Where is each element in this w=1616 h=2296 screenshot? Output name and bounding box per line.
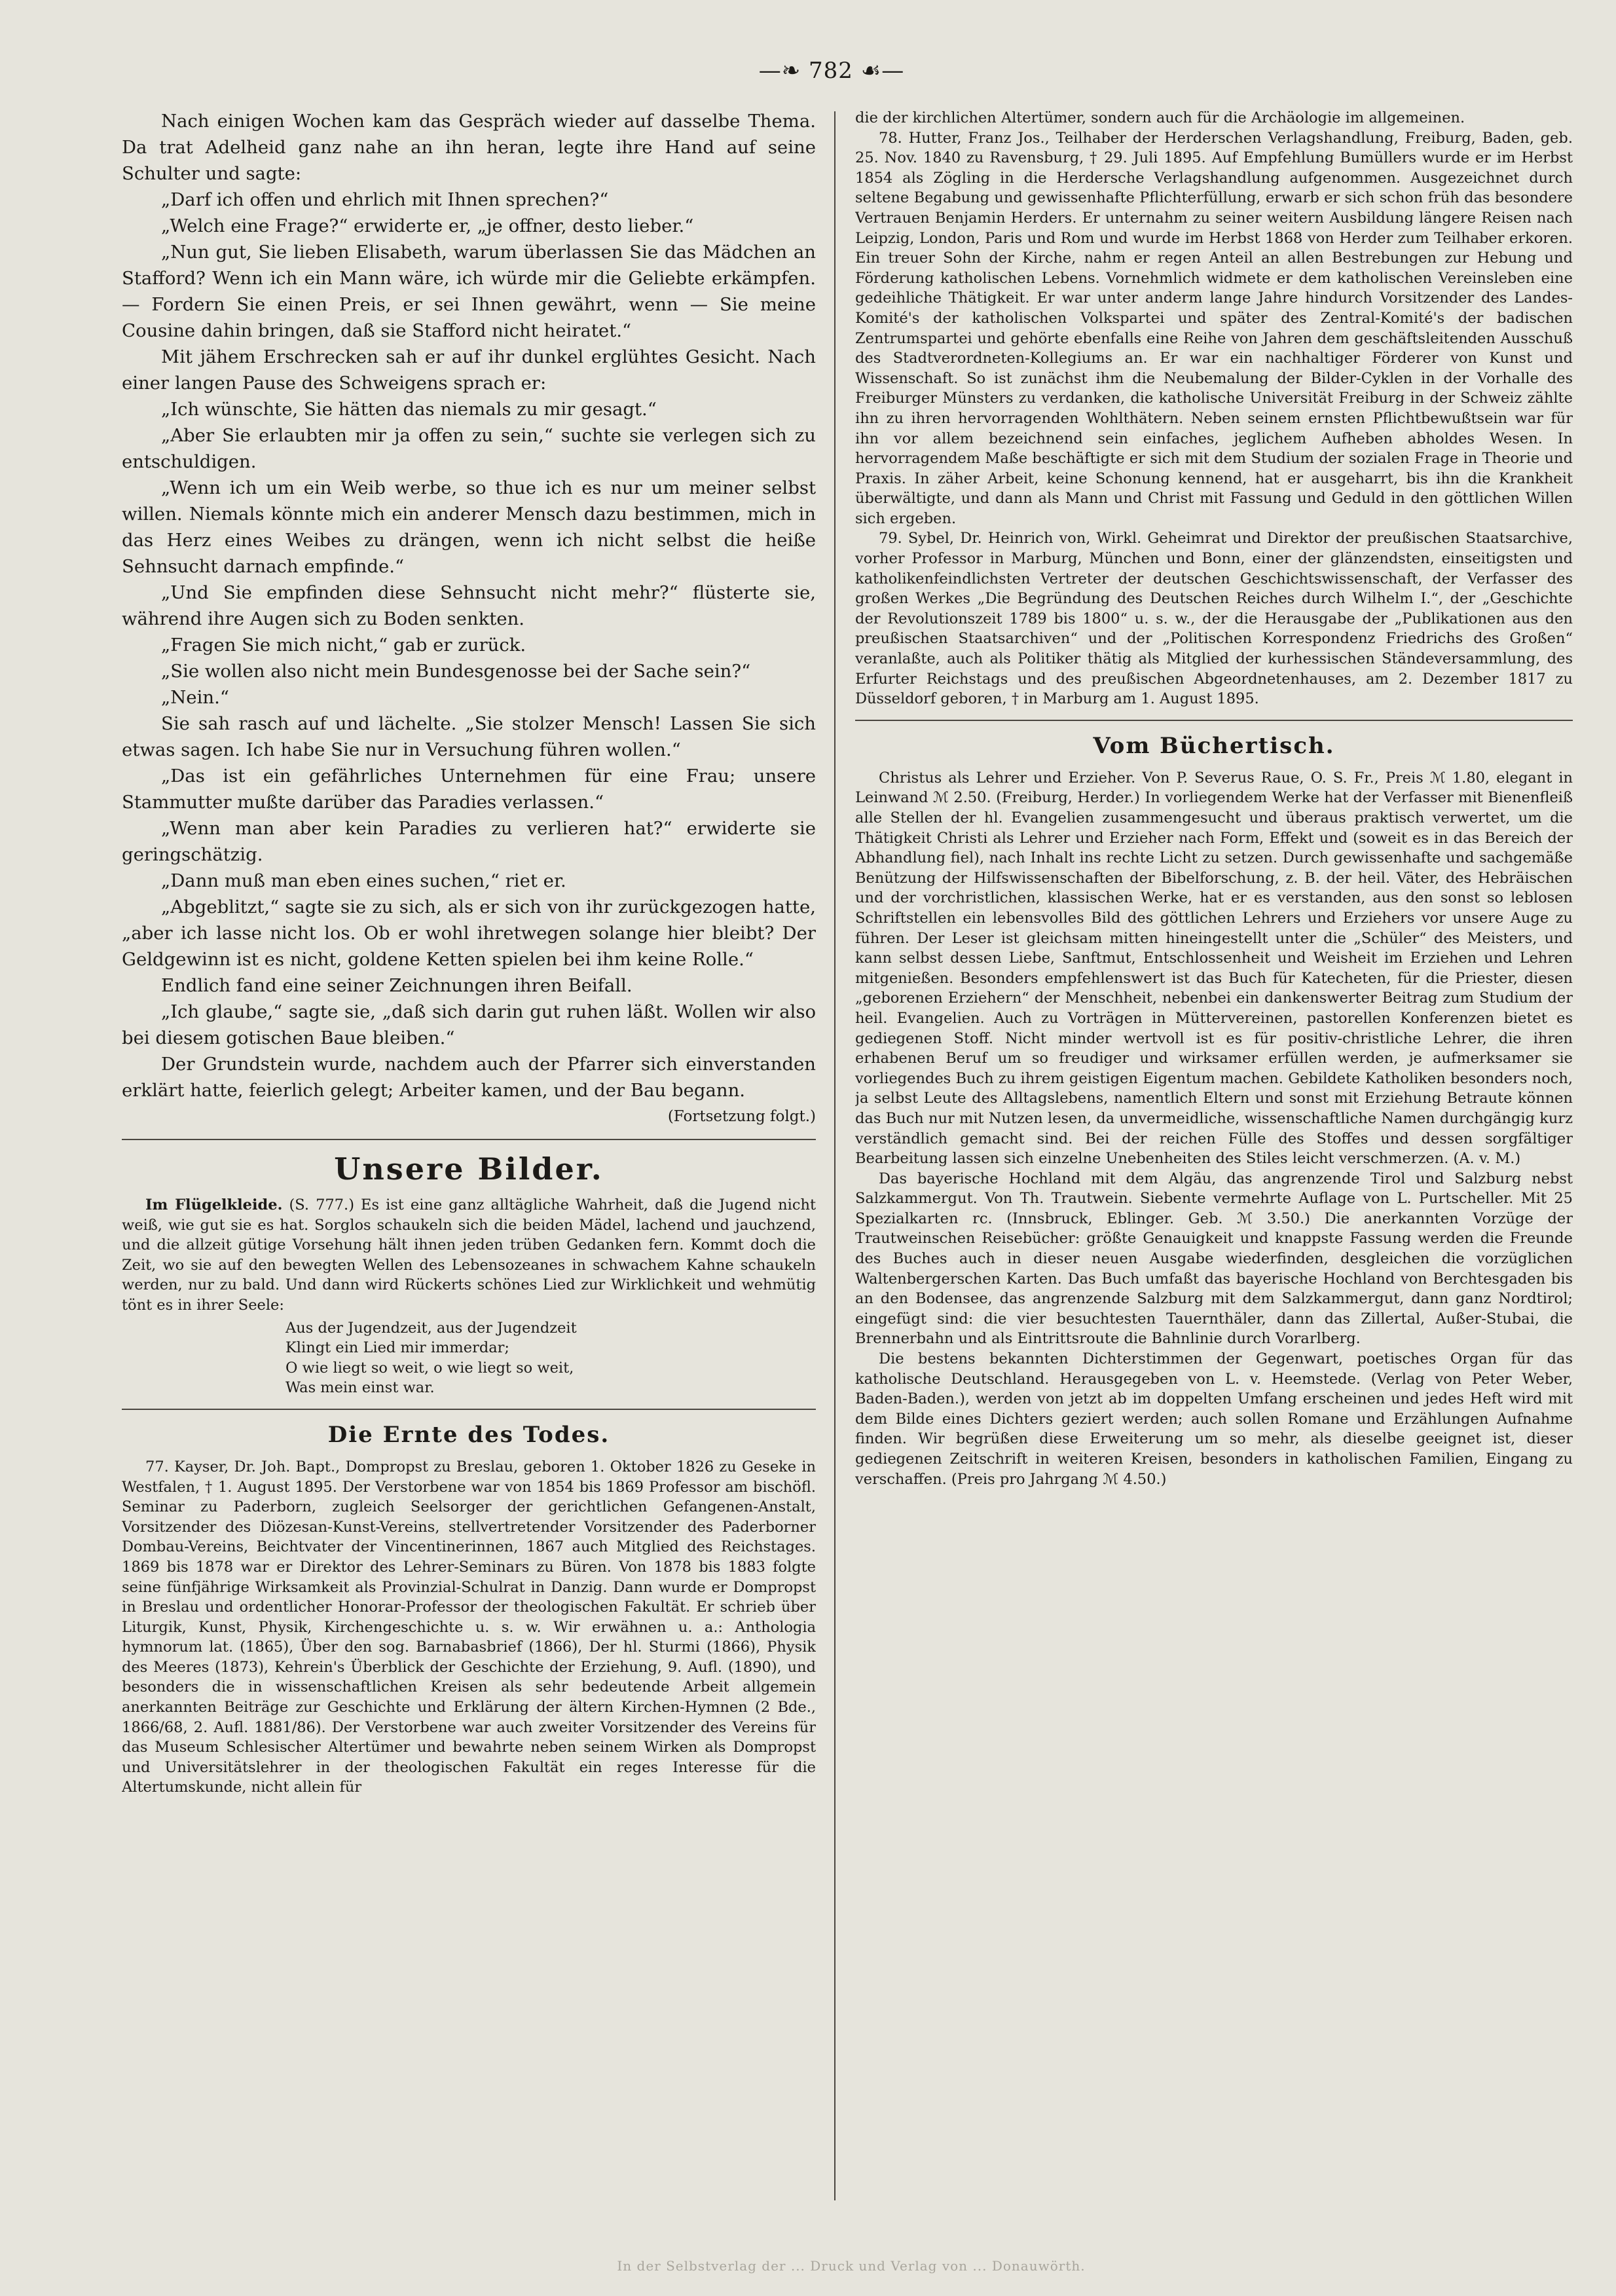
folio-ornament-right: ☙— xyxy=(853,58,905,84)
story-paragraph: „Fragen Sie mich nicht,“ gab er zurück. xyxy=(161,635,526,656)
story-paragraph: „Nein.“ xyxy=(161,687,229,708)
obituary-entry-79: 79. Sybel, Dr. Heinrich von, Wirkl. Geheimrat und Direktor der preußischen Staatsarchive, vorher Professor in Marburg, München und Bonn, einer der glänzendsten, einseitigsten und katholikenfeindlichsten Vertreter der deutschen Geschichtswissenschaft, der Verfasser des großen Werkes „Die Begründung des Deutschen Reiches durch Wilhelm I.“, der „Geschichte der Revolutionszeit 1789 bis 1800“ u. s. w., der die Herausgabe der „Publikationen aus den preußischen Staatsarchiven“ und der „Politischen Korrespondenz Friedrichs des Großen“ veranlaßte, auch als Politiker thätig als Mitglied der kurhessischen Ständeversammlung, des Erfurter Reichstags und des preußischen Abgeordnetenhauses, am 2. Dezember 1817 zu Düsseldorf geboren, † in Marburg am 1. August 1895. xyxy=(855,530,1573,708)
book-review: Christus als Lehrer und Erzieher. Von P. Severus Raue, O. S. Fr., Preis ℳ 1.80, elegant in Leinwand ℳ 2.50. (Freiburg, Herder.) In vorliegendem Werke hat der Verfasser mit Bienenfleiß alle Stellen der hl. Evangelien zusammengesucht und überaus praktisch verwertet, um die Thätigkeit Christi als Lehrer und Erzieher nach Form, Effekt und (soweit es in das Bereich der Abhandlung fiel), nach Inhalt ins rechte Licht zu setzen. Durch gewissenhafte und sachgemäße Benützung der Hilfswissenschaften der Bibelforschung, z. B. der heil. Väter, des Hebräischen und der vorchristlichen, klassischen Werke, hat er es verstanden, aus den sonst so leblosen Schriftstellen ein lebensvolles Bild des göttlichen Lehrers und Erziehers vor unsere Auge zu führen. Der Leser ist gleichsam mitten hineingestellt unter die „Schüler“ des Meisters, und kann selbst dessen Liebe, Sanftmut, Entschlossenheit und Weisheit im Erziehen und Lehren mitgenießen. Besonders empfehlenswert ist das Buch für Katecheten, für die Priester, diesen „geborenen Erziehern“ der Menschheit, nebenbei ein dankenswerter Beitrag zum Studium der heil. Evangelien. Auch zu Vorträgen in Müttervereinen, pastorellen Konferenzen bietet es gediegenen Stoff. Nicht minder wertvoll ist es für positiv-christliche Lehrer, die ihren erhabenen Beruf um so freudiger und wirksamer erfüllen werden, je aufmerksamer sie vorliegendes Buch zu ihrem geistigen Eigentum machen. Gebildete Katholiken besonders noch, ja selbst Leute des Alltagslebens, namentlich Eltern und sonst mit Erziehung Betraute können das Buch nur mit Nutzen lesen, da unvermeidliche, wissenschaftliche Namen durchgängig kurz verständlich gemacht sind. Bei der reichen Fülle des Stoffes und dessen sorgfältiger Bearbeitung lassen sich einzelne Unebenheiten des Stiles leicht verschmerzen. (A. v. M.) xyxy=(855,769,1573,1168)
section-rule xyxy=(855,720,1573,721)
story-paragraph: „Ich wünschte, Sie hätten das niemals zu mir gesagt.“ xyxy=(161,399,657,420)
section-rule xyxy=(122,1139,816,1140)
story-paragraph: Der Grundstein wurde, nachdem auch der Pfarrer sich einverstanden erklärt hatte, feierlich gelegt; Arbeiter kamen, und der Bau begann. xyxy=(122,1054,816,1101)
story-paragraph: „Abgeblitzt,“ sagte sie zu sich, als er sich von ihr zurückgezogen hatte, „aber ich lasse nicht los. Ob er wohl ihretwegen solange hier bleibt? Der Geldgewinn ist es nicht, goldene Ketten spielen bei ihm keine Rolle.“ xyxy=(122,897,816,970)
folio-ornament-left: —❧ xyxy=(758,58,809,84)
serial-story xyxy=(122,108,816,1103)
continued-note: (Fortsetzung folgt.) xyxy=(667,1108,816,1125)
story-paragraph: „Aber Sie erlaubten mir ja offen zu sein,“ suchte sie verlegen sich zu entschuldigen. xyxy=(122,425,816,472)
page-number xyxy=(746,51,917,90)
obituary-section xyxy=(122,1457,816,1798)
poem-quote xyxy=(285,1318,816,1398)
section-heading-unsere-bilder: Unsere Bilder. xyxy=(334,1151,604,1187)
bilder-paragraph xyxy=(122,1195,816,1316)
story-paragraph: „Wenn ich um ein Weib werbe, so thue ich es nur um meiner selbst willen. Niemals könnte mich ein anderer Mensch dazu bestimmen, mich in das Herz eines Weibes zu drängen, wenn ich nicht selbst die heiße Sehnsucht darnach empfinde.“ xyxy=(122,477,816,577)
footer-imprint: In der Selbstverlag der ... Druck und Verlag von ... Donauwörth. xyxy=(617,2258,1086,2274)
story-paragraph: Mit jähem Erschrecken sah er auf ihr dunkel erglühtes Gesicht. Nach einer langen Pause des Schweigens sprach er: xyxy=(122,346,816,394)
book-review: Die bestens bekannten Dichterstimmen der Gegenwart, poetisches Organ für das katholische Deutschland. Herausgegeben von L. v. Heemstede. (Verlag von Peter Weber, Baden-Baden.), werden von jetzt ab im doppelten Umfang erscheinen und jedes Heft wird mit dem Bilde eines Dichters geziert werden; auch sollen Romane und Erzählungen Aufnahme finden. Wir begrüßen diese Erweiterung um so mehr, als dieselbe geeignet ist, dieser gediegenen Zeitschrift in weiteren Kreisen, besonders in katholischen Familien, Eingang zu verschaffen. (Preis pro Jahrgang ℳ 4.50.) xyxy=(855,1350,1573,1488)
story-paragraph: „Dann muß man eben eines suchen,“ riet er. xyxy=(161,870,566,891)
obituary-entry-77: 77. Kayser, Dr. Joh. Bapt., Dompropst zu Breslau, geboren 1. Oktober 1826 zu Geseke in Westfalen, † 1. August 1895. Der Verstorbene war von 1854 bis 1869 Professor am bischöfl. Seminar zu Paderborn, zugleich Seelsorger der gerichtlichen Gefangenen-Anstalt, Vorsitzender des Diözesan-Kunst-Vereins, stellvertretender Vorsitzender des Paderborner Dombau-Vereins, Beichtvater der Vincentinerinnen, 1867 auch Mitglied des Reichstages. 1869 bis 1878 war er Direktor des Lehrer-Seminars zu Büren. Von 1878 bis 1883 folgte seine fünfjährige Wirksamkeit als Provinzial-Schulrat in Danzig. Dann wurde er Dompropst in Breslau und ordentlicher Honorar-Professor der theologischen Fakultät. Er schrieb über Liturgik, Kunst, Physik, Kirchengeschichte u. s. w. Wir erwähnen u. a.: Anthologia hymnorum lat. (1865), Über den sog. Barnabasbrief (1866), Der hl. Sturmi (1866), Physik des Meeres (1873), Kehrein's Überblick der Geschichte der Erziehung, 9. Aufl. (1890), und besonders die in wissenschaftlichen Kreisen als sehr bedeutende Arbeit allgemein anerkannten Beiträge zur Geschichte und Erklärung der ältern Kirchen-Hymnen (2 Bde., 1866/68, 2. Aufl. 1881/86). Der Verstorbene war auch zweiter Vorsitzender des Vereins für das Museum Schlesischer Altertümer und bewahrte neben seinem Wirken als Dompropst und Universitätslehrer in der theologischen Fakultät ein reges Interesse für die Altertumskunde, nicht allein für xyxy=(122,1458,816,1796)
obituary-entry-78: 78. Hutter, Franz Jos., Teilhaber der Herderschen Verlagshandlung, Freiburg, Baden, geb. 25. Nov. 1840 zu Ravensburg, † 29. Juli 1895. Auf Empfehlung Bumüllers wurde er im Herbst 1854 als Zögling in die Herdersche Verlagshandlung aufgenommen. Ausgezeichnet durch seltene Begabung und gewissenhafte Pflichterfüllung, erwarb er sich schon früh das besondere Vertrauen Benjamin Herders. Er unternahm zu seiner weitern Ausbildung längere Reisen nach Leipzig, London, Paris und Rom und wurde im Herbst 1868 von Herder zum Teilhaber erkoren. Ein treuer Sohn der Kirche, nahm er regen Anteil an allen Bestrebungen zur Hebung und Förderung katholischen Lebens. Vornehmlich widmete er dem katholischen Vereinsleben eine gedeihliche Thätigkeit. Er war unter anderm lange Jahre hindurch Vorsitzender des Landes-Komité's der katholischen Volkspartei und später des Zentral-Komité's der badischen Zentrumspartei und gehörte ebenfalls eine Reihe von Jahren dem geschäftsleitenden Ausschuß des Stadtverordneten-Kollegiums an. Er war ein nachhaltiger Förderer von Kunst und Wissenschaft. So ist zunächst ihm die Neubemalung der Bilder-Cyklen in der Vorhalle des Freiburger Münsters zu verdanken, die katholische Universität Freiburg in der Schweiz zählte ihn zu ihren hervorragenden Wohlthätern. Neben seinem ernsten Pflichtbewußtsein war für ihn vor allem bezeichnend sein einfaches, jeglichem Aufheben abholdes Wesen. In hervorragendem Maße beschäftigte er sich mit dem Studium der sozialen Frage in Theorie und Praxis. In zäher Arbeit, keine Schonung kennend, hat er ausgeharrt, bis ihn die Krankheit überwältigte, und dann als Mann und Christ mit Fassung und Geduld in den göttlichen Willen sich ergeben. xyxy=(855,129,1573,527)
story-paragraph: „Das ist ein gefährliches Unternehmen für eine Frau; unsere Stammutter mußte darüber das Paradies verlassen.“ xyxy=(122,766,816,813)
book-review: Das bayerische Hochland mit dem Algäu, das angrenzende Tirol und Salzburg nebst Salzkammergut. Von Th. Trautwein. Siebente vermehrte Auflage von L. Purtscheller. Mit 25 Spezialkarten rc. (Innsbruck, Eblinger. Geb. ℳ 3.50.) Die anerkannten Vorzüge der Trautweinschen Reisebücher: größte Genauigkeit und knappste Fassung werden die Freunde des Buches auch in dieser neuen Ausgabe wiederfinden, desgleichen die vorzüglichen Waltenbergerschen Karten. Das Buch umfaßt das bayerische Hochland von Berchtesgaden bis an den Bodensee, das angrenzende Salzburg mit dem Salzkammergut, dann ganz Nordtirol; eingefügt sind: die vier besuchtesten Tauernthäler, dann das Zillertal, Außer-Stubai, die Brennerbahn und als Eintrittsroute die Bahnlinie durch Vorarlberg. xyxy=(855,1170,1573,1348)
obituary-entry-77-continued: die der kirchlichen Altertümer, sondern auch für die Archäologie im allgemeinen. xyxy=(855,109,1465,126)
story-paragraph: „Darf ich offen und ehrlich mit Ihnen sprechen?“ xyxy=(161,189,609,210)
poem-line: O wie liegt so weit, o wie liegt so weit, xyxy=(285,1359,574,1377)
poem-line: Was mein einst war. xyxy=(285,1379,435,1397)
page-number-text: 782 xyxy=(809,58,853,84)
story-paragraph: „Ich glaube,“ sagte sie, „daß sich darin gut ruhen läßt. Wollen wir also bei diesem gotischen Baue bleiben.“ xyxy=(122,1001,816,1048)
section-heading-ernte-des-todes: Die Ernte des Todes. xyxy=(327,1421,610,1448)
story-paragraph: Sie sah rasch auf und lächelte. „Sie stolzer Mensch! Lassen Sie sich etwas sagen. Ich habe Sie nur in Versuchung führen wollen.“ xyxy=(122,713,816,760)
book-reviews xyxy=(855,768,1573,1489)
story-paragraph: Nach einigen Wochen kam das Gespräch wieder auf dasselbe Thema. Da trat Adelheid ganz nahe an ihn heran, legte ihre Hand auf seine Schulter und sagte: xyxy=(122,111,816,184)
section-rule xyxy=(122,1409,816,1410)
section-heading-vom-buechertisch: Vom Büchertisch. xyxy=(1093,732,1335,759)
story-paragraph: Endlich fand eine seiner Zeichnungen ihren Beifall. xyxy=(161,975,633,996)
left-column xyxy=(122,108,816,2200)
story-paragraph: „Sie wollen also nicht mein Bundesgenosse bei der Sache sein?“ xyxy=(161,661,751,682)
bilder-text: (S. 777.) Es ist eine ganz alltägliche Wahrheit, daß die Jugend nicht weiß, wie gut sie es hat. Sorglos schaukeln sich die beiden Mädel, lachend und jauchzend, und die allzeit gütige Vorsehung hält ihnen jeden trüben Gedanken fern. Kommt doch die Zeit, wo sie auf den bewegten Wellen des Lebensozeanes in schwachem Kahne schaukeln werden, nur zu bald. Und dann wird Rückerts schönes Lied zur Wirklichkeit und wehmütig tönt es in ihrer Seele: xyxy=(122,1196,816,1314)
story-paragraph: „Nun gut, Sie lieben Elisabeth, warum überlassen Sie das Mädchen an Stafford? Wenn ich ein Mann wäre, ich würde mir die Geliebte erkämpfen. — Fordern Sie einen Preis, er sei Ihnen gewährt, wenn — Sie meine Cousine dahin bringen, daß sie Stafford nicht heiratet.“ xyxy=(122,242,816,341)
poem-line: Aus der Jugendzeit, aus der Jugendzeit xyxy=(285,1319,577,1337)
story-paragraph: „Wenn man aber kein Paradies zu verlieren hat?“ erwiderte sie geringschätzig. xyxy=(122,818,816,865)
poem-line: Klingt ein Lied mir immerdar; xyxy=(285,1339,509,1357)
right-column xyxy=(855,108,1573,2200)
bilder-section xyxy=(122,1195,816,1316)
story-paragraph: „Welch eine Frage?“ erwiderte er, „je offner, desto lieber.“ xyxy=(161,215,694,236)
story-paragraph: „Und Sie empfinden diese Sehnsucht nicht mehr?“ flüsterte sie, während ihre Augen sich zu Boden senkten. xyxy=(122,582,816,629)
column-divider xyxy=(834,111,836,2200)
bilder-runhead: Im Flügelkleide. xyxy=(145,1196,283,1213)
obituary-continued xyxy=(855,108,1573,709)
